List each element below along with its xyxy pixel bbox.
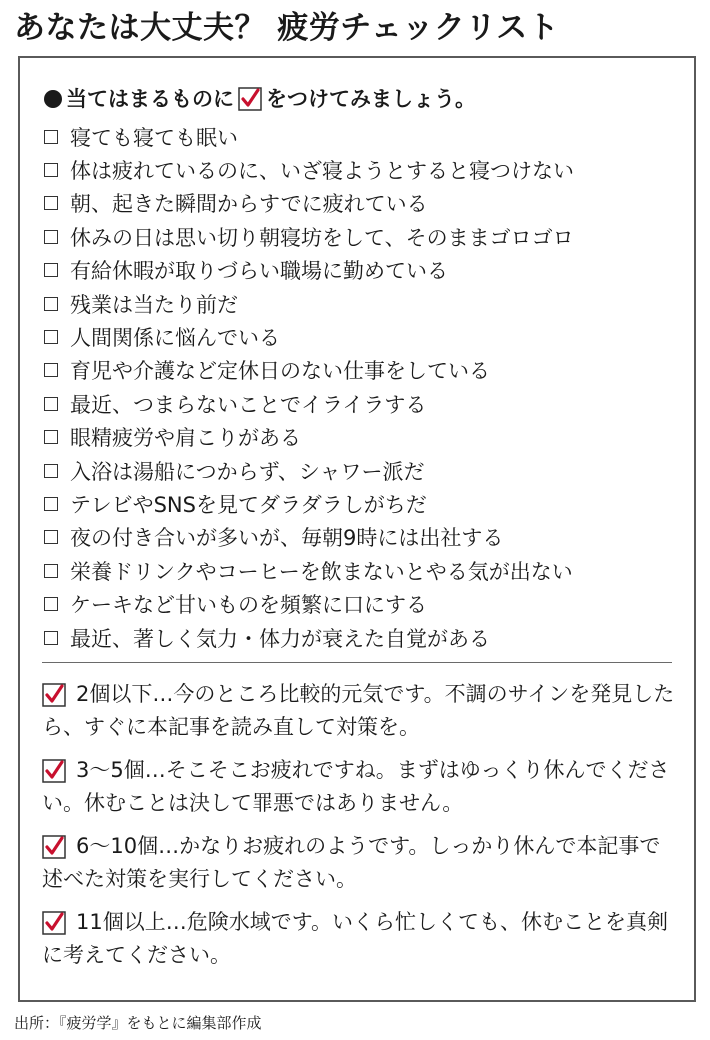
checklist-box xyxy=(18,56,696,1002)
checklist-item[interactable]: 栄養ドリンクやコーヒーを飲まないとやる気が出ない xyxy=(44,554,574,587)
red-check-icon xyxy=(42,835,66,859)
checklist-item[interactable]: 育児や介護など定休日のない仕事をしている xyxy=(44,354,574,387)
checklist-item[interactable]: 入浴は湯船につからず、シャワー派だ xyxy=(44,454,574,487)
result-item xyxy=(42,754,678,820)
checklist-item[interactable]: 夜の付き合いが多いが、毎朝9時には出社する xyxy=(44,521,574,554)
checkbox-icon[interactable] xyxy=(44,397,58,411)
checklist-item[interactable]: ケーキなど甘いものを頻繁に口にする xyxy=(44,587,574,620)
result-text: 11個以上…危険水域です。いくら忙しくても、休むことを真剣に考えてください。 xyxy=(42,910,669,967)
checkbox-icon[interactable] xyxy=(44,597,58,611)
checklist-item[interactable]: 人間関係に悩んでいる xyxy=(44,320,574,353)
checklist-item[interactable]: 最近、著しく気力・体力が衰えた自覚がある xyxy=(44,621,574,654)
checklist-item[interactable]: 朝、起きた瞬間からすでに疲れている xyxy=(44,187,574,220)
red-check-icon xyxy=(42,683,66,707)
divider xyxy=(42,662,672,663)
checkbox-icon[interactable] xyxy=(44,530,58,544)
checkbox-icon[interactable] xyxy=(44,363,58,377)
result-item xyxy=(42,678,678,744)
checkbox-icon[interactable] xyxy=(44,464,58,478)
checkbox-icon[interactable] xyxy=(44,163,58,177)
bullet-icon xyxy=(44,90,62,108)
checkbox-icon[interactable] xyxy=(44,130,58,144)
checkbox-icon[interactable] xyxy=(44,263,58,277)
checklist-item[interactable]: 有給休暇が取りづらい職場に勤めている xyxy=(44,254,574,287)
red-check-icon xyxy=(42,759,66,783)
checkbox-icon[interactable] xyxy=(44,196,58,210)
result-item xyxy=(42,830,678,896)
checklist-item[interactable]: 残業は当たり前だ xyxy=(44,287,574,320)
checklist xyxy=(44,120,574,654)
checklist-item[interactable]: 休みの日は思い切り朝寝坊をして、そのままゴロゴロ xyxy=(44,220,574,253)
checkbox-icon[interactable] xyxy=(44,230,58,244)
checkbox-icon[interactable] xyxy=(44,297,58,311)
checkbox-icon[interactable] xyxy=(44,430,58,444)
instruction-after: をつけてみましょう。 xyxy=(266,87,476,111)
source-note: 出所：『疲労学』をもとに編集部作成 xyxy=(14,1014,262,1032)
checklist-item[interactable]: 寝ても寝ても眠い xyxy=(44,120,574,153)
red-check-icon xyxy=(238,87,262,111)
instruction xyxy=(44,86,476,112)
result-item xyxy=(42,906,678,972)
checklist-item[interactable]: 眼精疲労や肩こりがある xyxy=(44,421,574,454)
checkbox-icon[interactable] xyxy=(44,497,58,511)
result-text: 3〜5個…そこそこお疲れですね。まずはゆっくり休んでください。休むことは決して罪悪ではありません。 xyxy=(42,758,670,815)
checkbox-icon[interactable] xyxy=(44,631,58,645)
checklist-item[interactable]: テレビやSNSを見てダラダラしがちだ xyxy=(44,487,574,520)
results xyxy=(42,678,678,982)
checkbox-icon[interactable] xyxy=(44,564,58,578)
checklist-item[interactable]: 最近、つまらないことでイライラする xyxy=(44,387,574,420)
red-check-icon xyxy=(42,911,66,935)
page-title: あなたは大丈夫？ 疲労チェックリスト xyxy=(14,10,560,46)
result-text: 6〜10個…かなりお疲れのようです。しっかり休んで本記事で述べた対策を実行してください。 xyxy=(42,834,661,891)
checkbox-icon[interactable] xyxy=(44,330,58,344)
checklist-item[interactable]: 体は疲れているのに、いざ寝ようとすると寝つけない xyxy=(44,153,574,186)
instruction-before: 当てはまるものに xyxy=(66,87,234,111)
result-text: 2個以下…今のところ比較的元気です。不調のサインを発見したら、すぐに本記事を読み直して対策を。 xyxy=(42,682,675,739)
